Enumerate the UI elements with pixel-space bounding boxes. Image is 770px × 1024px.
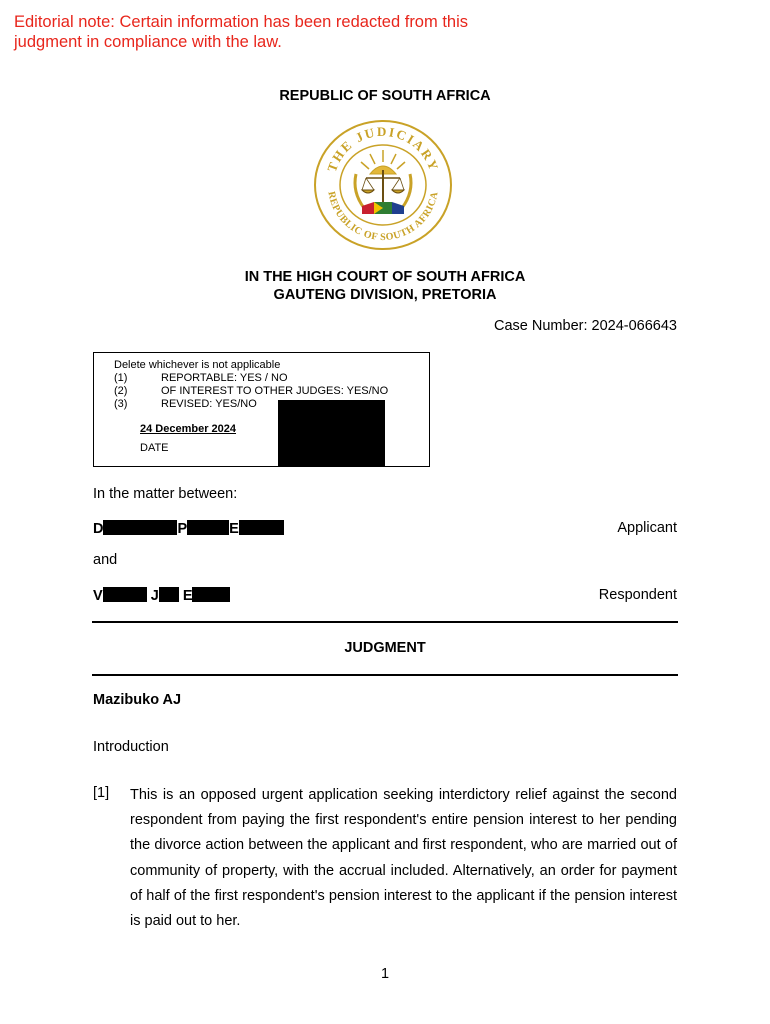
box-item: (1) REPORTABLE: YES / NO <box>114 372 288 384</box>
applicant-name: D P E <box>93 520 284 537</box>
case-number: Case Number: 2024-066643 <box>494 318 677 334</box>
applicant-role: Applicant <box>617 520 677 536</box>
divider-bottom <box>92 674 678 676</box>
box-item: (2) OF INTEREST TO OTHER JUDGES: YES/NO <box>114 385 389 397</box>
box-item: (3) REVISED: YES/NO <box>114 398 257 410</box>
matter-between: In the matter between: <box>93 486 238 502</box>
section-title: Introduction <box>93 739 169 755</box>
seal-text-top: THE JUDICIARY <box>324 123 442 174</box>
redaction-bar <box>187 520 229 535</box>
redaction-bar <box>103 587 147 602</box>
and-text: and <box>93 552 118 568</box>
page-number: 1 <box>380 966 390 982</box>
signature-redaction <box>278 400 385 467</box>
judge-name: Mazibuko AJ <box>93 692 182 708</box>
republic-heading: REPUBLIC OF SOUTH AFRICA <box>279 88 491 104</box>
judgment-heading: JUDGMENT <box>344 640 426 656</box>
seal-text-bottom: REPUBLIC OF SOUTH AFRICA <box>325 190 441 244</box>
respondent-name: V J E <box>93 587 230 604</box>
redaction-bar <box>103 520 177 535</box>
paragraph-text: This is an opposed urgent application seeking interdictory relief against the second respondent from paying the first respondent's entire pension interest to her pending the divorce action between the applicant and first respondent, who are married out of community of property, with the accrual included. Alternatively, an order for payment of half of the first respondent's pension interest to the applicant if the pension interest is paid out to her. <box>130 787 677 930</box>
box-instruction: Delete whichever is not applicable <box>114 359 281 371</box>
redaction-bar <box>192 587 230 602</box>
court-line-2: GAUTENG DIVISION, PRETORIA <box>273 287 497 303</box>
box-date: 24 December 2024 <box>140 423 237 435</box>
editorial-note: Editorial note: Certain information has been redacted from this judgment in compliance with the law. <box>14 13 468 51</box>
court-heading <box>0 268 770 304</box>
judiciary-seal-icon <box>312 118 454 252</box>
respondent-role: Respondent <box>598 587 677 603</box>
redaction-bar <box>239 520 284 535</box>
box-date-label: DATE <box>140 442 169 454</box>
divider-top <box>92 621 678 623</box>
court-line-1: IN THE HIGH COURT OF SOUTH AFRICA <box>244 269 526 285</box>
redaction-bar <box>159 587 179 602</box>
paragraph-number: [1] <box>93 785 110 801</box>
